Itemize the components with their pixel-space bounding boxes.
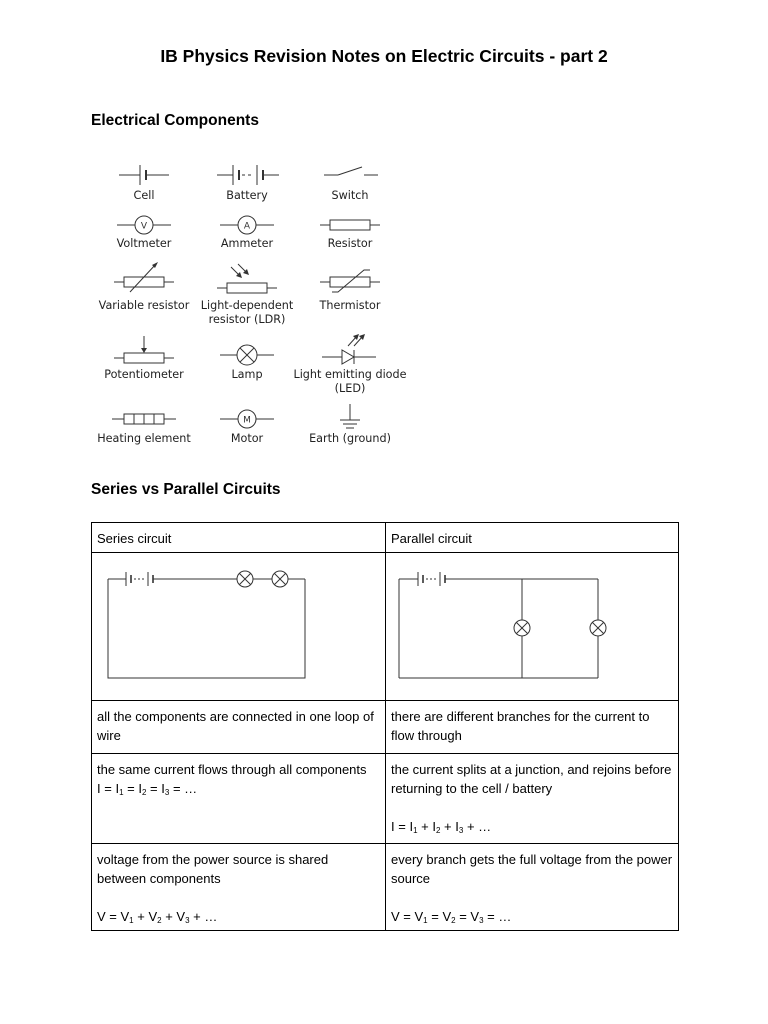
component-label: Earth (ground) [309, 432, 391, 445]
heating-element-symbol-icon [92, 408, 196, 432]
series-current-formula: $I = I_1 = I_2 = I_3$ = … [97, 781, 198, 797]
parallel-cell: there are different branches for the current to flow through [386, 701, 679, 754]
component-label: Variable resistor [98, 299, 190, 312]
parallel-diagram-cell [386, 553, 679, 701]
comparison-table [91, 522, 679, 931]
earth-symbol-icon [298, 402, 402, 432]
resistor-symbol-icon [298, 210, 402, 240]
components-heading: Electrical Components [91, 112, 259, 129]
parallel-cell [386, 844, 679, 931]
table-row [92, 844, 679, 931]
ldr-symbol-icon [195, 258, 299, 298]
series-diagram-cell [92, 553, 386, 701]
lamp-symbol-icon [195, 334, 299, 366]
thermistor-symbol-icon [298, 258, 402, 298]
series-cell [92, 844, 386, 931]
parallel-current-text: the current splits at a junction, and rejoins before returning to the cell / battery [391, 762, 672, 796]
symbol-letter: M [243, 415, 251, 426]
variable-resistor-symbol-icon [92, 258, 196, 298]
component-label: Light emitting diode (LED) [293, 368, 407, 395]
diagram-row [92, 553, 679, 701]
component-label: Thermistor [319, 299, 381, 312]
ammeter-symbol-icon [195, 210, 299, 240]
series-cell: all the components are connected in one loop of wire [92, 701, 386, 754]
table-row [92, 754, 679, 844]
series-current-text: the same current flows through all components [97, 762, 367, 777]
parallel-current-formula: $I = I_1 + I_2 + I_3$ + … [391, 819, 492, 835]
component-label: Battery [226, 189, 268, 202]
parallel-cell [386, 754, 679, 844]
table-header-row [92, 523, 679, 553]
series-voltage-text: voltage from the power source is shared between components [97, 852, 329, 886]
motor-symbol-icon [195, 408, 299, 432]
symbol-letter: V [140, 221, 148, 232]
parallel-circuit-diagram [386, 553, 679, 695]
component-label: Cell [133, 189, 155, 202]
potentiometer-symbol-icon [92, 334, 196, 366]
parallel-voltage-formula: $V = V_1 = V_2 = V_3$ = … [391, 909, 512, 925]
components-grid [92, 158, 407, 458]
switch-symbol-icon [298, 158, 402, 188]
component-label: Ammeter [220, 237, 274, 250]
series-parallel-heading: Series vs Parallel Circuits [91, 481, 281, 498]
series-cell [92, 754, 386, 844]
page-title: IB Physics Revision Notes on Electric Circuits - part 2 [160, 46, 608, 66]
component-label: Switch [331, 189, 369, 202]
series-header: Series circuit [92, 523, 386, 553]
component-label: Resistor [327, 237, 373, 250]
component-label: Motor [230, 432, 264, 445]
parallel-header: Parallel circuit [386, 523, 679, 553]
component-label: Light-dependent resistor (LDR) [200, 299, 294, 326]
component-label: Voltmeter [116, 237, 172, 250]
parallel-voltage-text: every branch gets the full voltage from the power source [391, 852, 673, 886]
table-row [92, 701, 679, 754]
symbol-letter: A [243, 221, 251, 232]
series-voltage-formula: $V = V_1 + V_2 + V_3$ + … [97, 909, 218, 925]
component-label: Lamp [231, 368, 263, 381]
battery-symbol-icon [195, 158, 299, 188]
cell-symbol-icon [92, 158, 196, 188]
voltmeter-symbol-icon [92, 210, 196, 240]
series-circuit-diagram [92, 553, 385, 695]
component-label: Heating element [97, 432, 191, 445]
component-label: Potentiometer [104, 368, 184, 381]
